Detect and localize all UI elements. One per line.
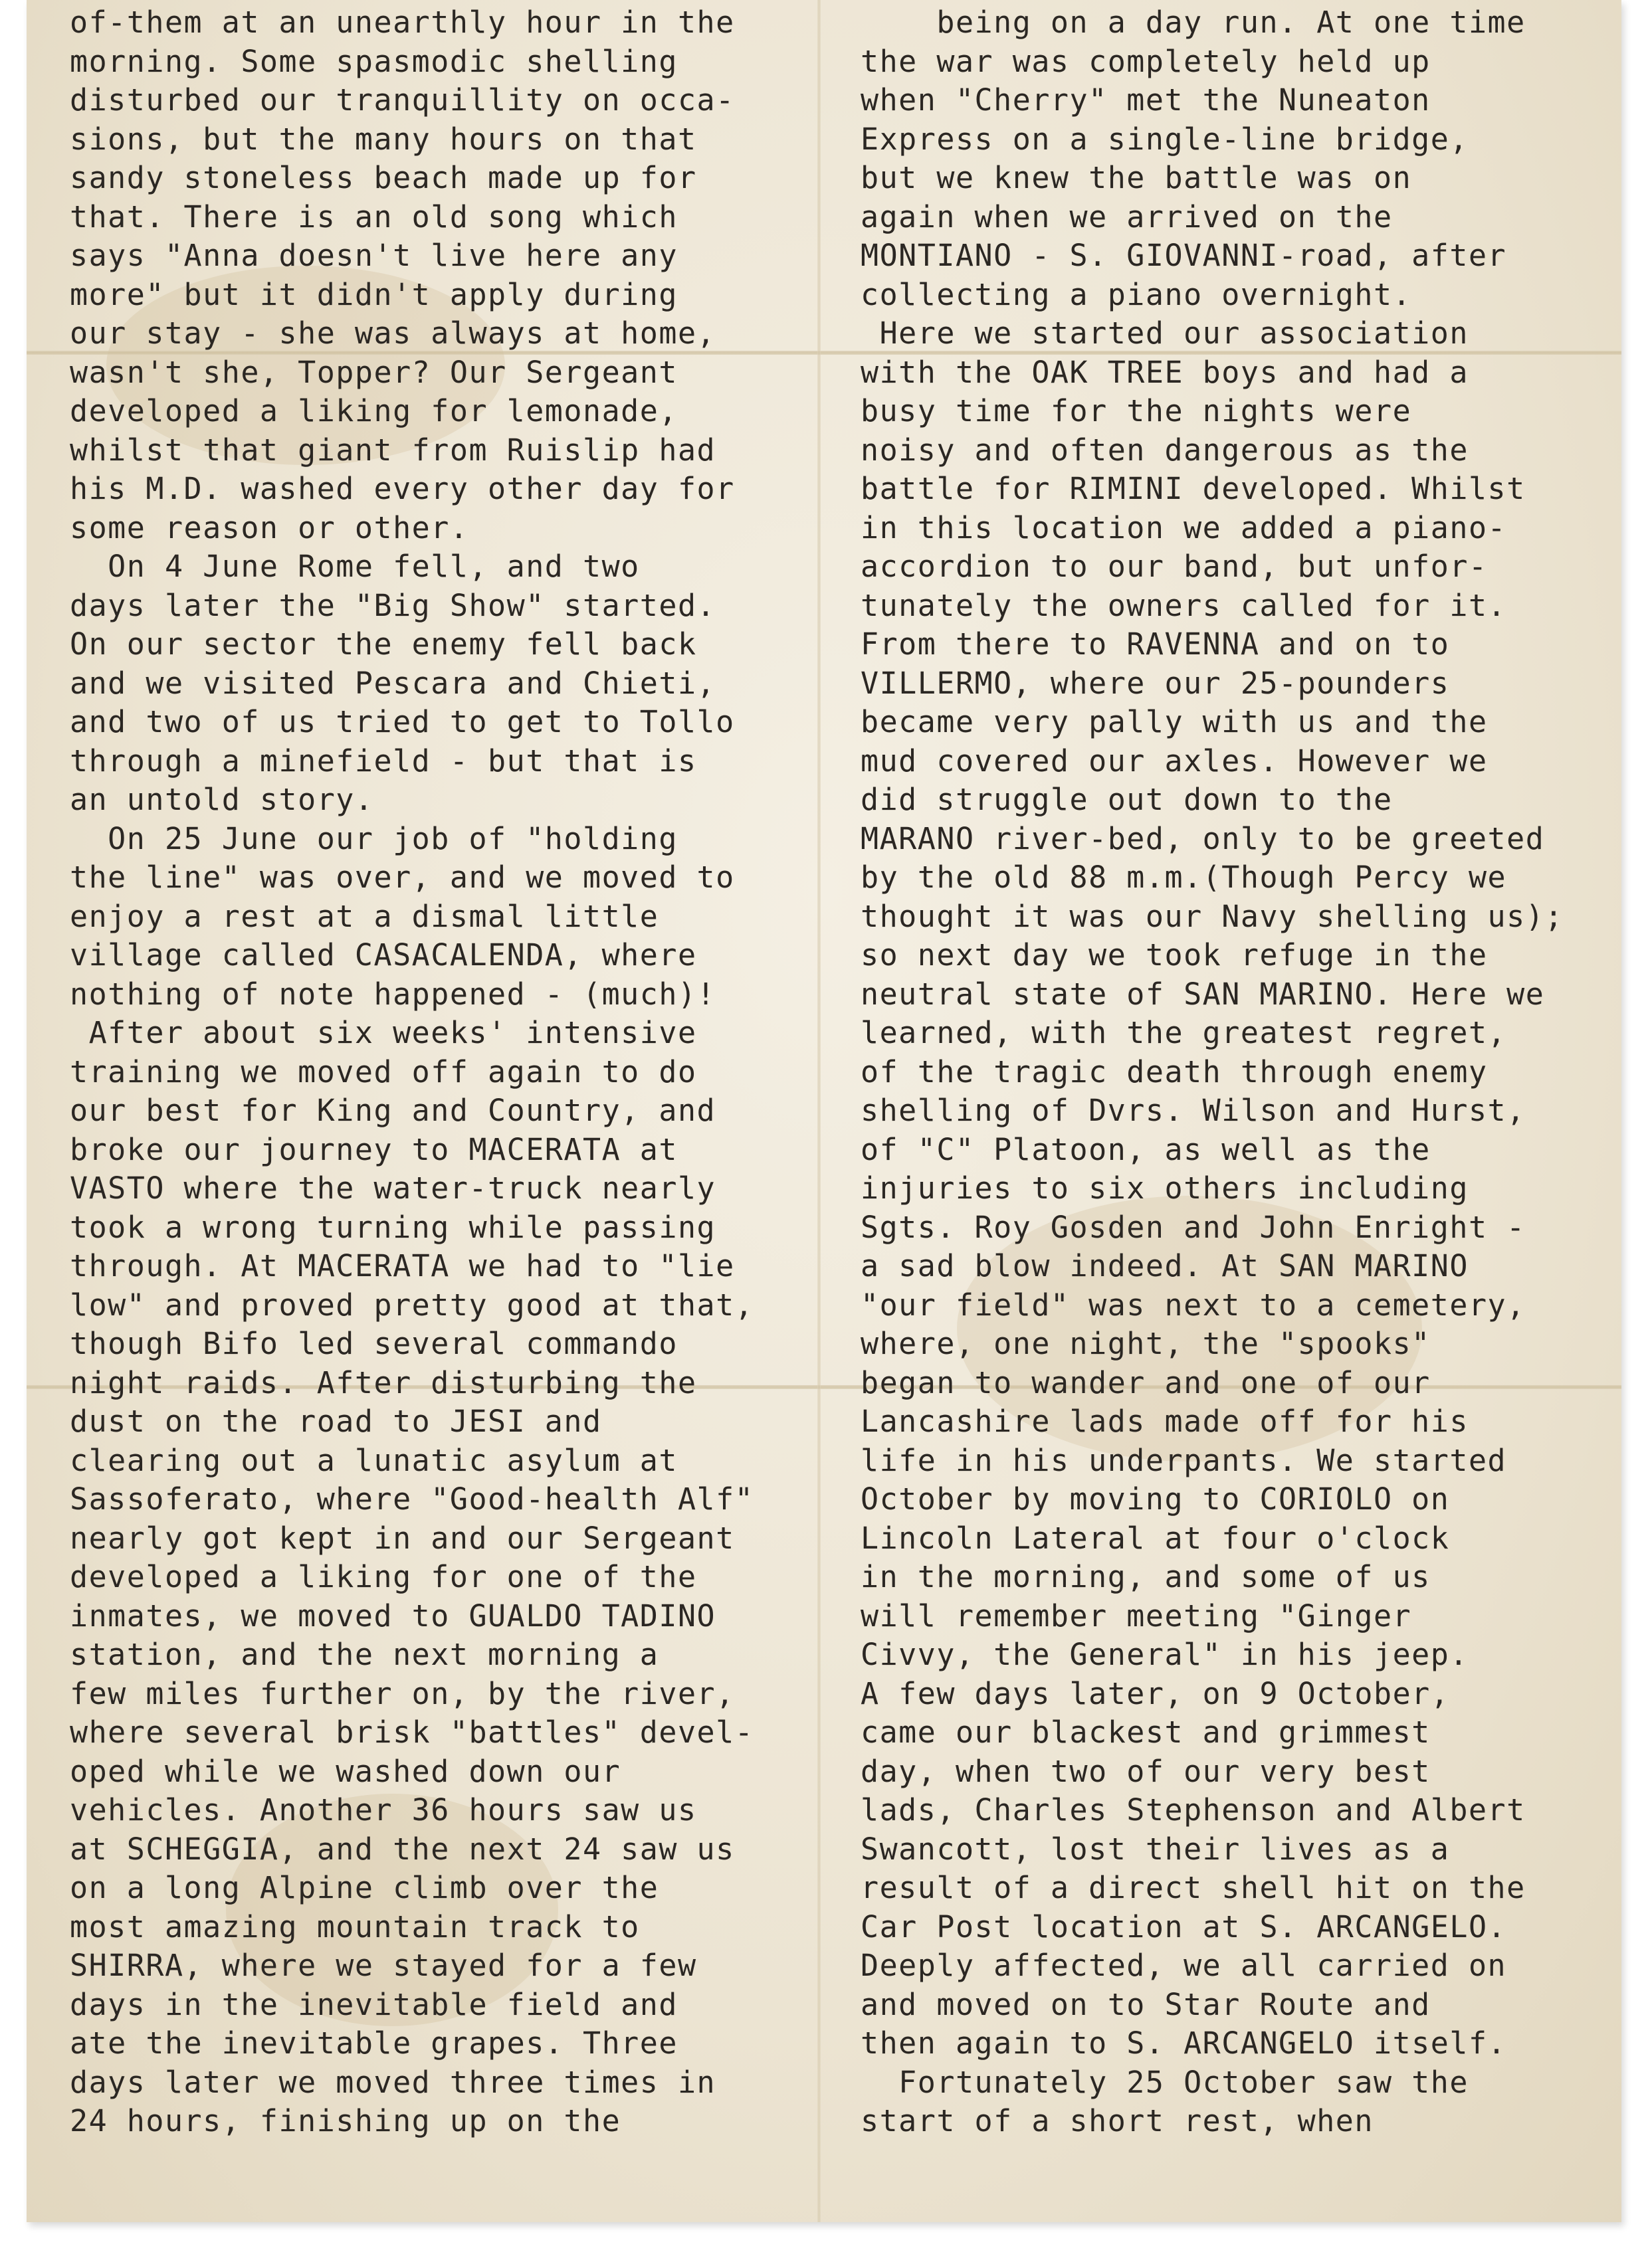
text-line: Here we started our association [861,316,1469,351]
text-line: A few days later, on 9 October, [861,1675,1450,1711]
text-line: result of a direct shell hit on the [861,1870,1526,1905]
text-line: where, one night, the "spooks" [861,1326,1431,1361]
text-line: 24 hours, finishing up on the [70,2103,621,2138]
text-line: October by moving to CORIOLO on [861,1481,1450,1517]
text-line: Lincoln Lateral at four o'clock [861,1520,1450,1556]
text-line: dust on the road to JESI and [70,1404,602,1439]
text-line: disturbed our tranquillity on occa- [70,82,735,118]
text-line: clearing out a lunatic asylum at [70,1442,678,1478]
text-line: MARANO river-bed, only to be greeted [861,820,1545,856]
text-line: at SCHEGGIA, and the next 24 saw us [70,1831,735,1867]
text-line: shelling of Dvrs. Wilson and Hurst, [861,1093,1526,1128]
text-line: became very pally with us and the [861,704,1488,739]
text-line: but we knew the battle was on [861,160,1412,195]
text-line: Car Post location at S. ARCANGELO. [861,1909,1507,1944]
text-line: station, and the next morning a [70,1637,659,1672]
text-line: in the morning, and some of us [861,1559,1431,1594]
text-line: that. There is an old song which [70,199,678,235]
text-line: "our field" was next to a cemetery, [861,1287,1526,1323]
text-line: again when we arrived on the [861,199,1393,235]
document-page [27,0,1621,2222]
text-line: ate the inevitable grapes. Three [70,2026,678,2061]
text-line: morning. Some spasmodic shelling [70,43,678,79]
text-line: our best for King and Country, and [70,1093,716,1128]
text-line: injuries to six others including [861,1171,1469,1206]
text-line: oped while we washed down our [70,1753,621,1789]
text-line: then again to S. ARCANGELO itself. [861,2026,1507,2061]
text-line: being on a day run. At one time [861,5,1526,40]
text-line: Civvy, the General" in his jeep. [861,1637,1469,1672]
text-line: his M.D. washed every other day for [70,471,735,506]
text-line: of "C" Platoon, as well as the [861,1131,1431,1167]
text-line: days in the inevitable field and [70,1986,678,2022]
text-line: Swancott, lost their lives as a [861,1831,1450,1867]
text-line: most amazing mountain track to [70,1909,640,1944]
text-line: did struggle out down to the [861,782,1393,817]
text-line: more" but it didn't apply during [70,276,678,312]
text-line: developed a liking for lemonade, [70,393,678,428]
text-line: nothing of note happened - (much)! [70,976,716,1012]
text-line: enjoy a rest at a dismal little [70,898,659,934]
text-line: On our sector the enemy fell back [70,626,697,662]
text-line: sandy stoneless beach made up for [70,160,697,195]
text-line: vehicles. Another 36 hours saw us [70,1792,697,1828]
text-line: few miles further on, by the river, [70,1675,735,1711]
text-line: took a wrong turning while passing [70,1209,716,1245]
text-line: so next day we took refuge in the [861,937,1488,973]
text-line: Deeply affected, we all carried on [861,1948,1507,1983]
text-line: sions, but the many hours on that [70,121,697,157]
left-text-column [70,3,754,2141]
text-line: the war was completely held up [861,43,1431,79]
text-line: an untold story. [70,782,374,817]
text-line: and two of us tried to get to Tollo [70,704,735,739]
text-line: day, when two of our very best [861,1753,1431,1789]
text-line: VASTO where the water-truck nearly [70,1171,716,1206]
text-line: began to wander and one of our [861,1365,1431,1400]
text-line: mud covered our axles. However we [861,743,1488,779]
text-line: with the OAK TREE boys and had a [861,354,1469,390]
text-line: our stay - she was always at home, [70,316,716,351]
text-line: broke our journey to MACERATA at [70,1131,678,1167]
text-line: learned, with the greatest regret, [861,1015,1507,1050]
text-line: tunately the owners called for it. [861,587,1507,623]
text-line: low" and proved pretty good at that, [70,1287,754,1323]
text-line: SHIRRA, where we stayed for a few [70,1948,697,1983]
text-line: came our blackest and grimmest [861,1715,1431,1750]
text-line: Fortunately 25 October saw the [861,2064,1469,2100]
text-line: days later we moved three times in [70,2064,716,2100]
text-line: Express on a single-line bridge, [861,121,1469,157]
text-line: the line" was over, and we moved to [70,860,735,895]
text-line: of-them at an unearthly hour in the [70,5,735,40]
text-line: says "Anna doesn't live here any [70,238,678,273]
text-line: collecting a piano overnight. [861,276,1412,312]
text-line: busy time for the nights were [861,393,1412,428]
text-line: wasn't she, Topper? Our Sergeant [70,354,678,390]
text-line: After about six weeks' intensive [70,1015,697,1050]
text-line: and moved on to Star Route and [861,1986,1431,2022]
text-line: neutral state of SAN MARINO. Here we [861,976,1545,1012]
text-line: On 4 June Rome fell, and two [70,549,640,584]
text-line: nearly got kept in and our Sergeant [70,1520,735,1556]
text-line: night raids. After disturbing the [70,1365,697,1400]
text-line: Sassoferato, where "Good-health Alf" [70,1481,754,1517]
text-line: in this location we added a piano- [861,510,1507,545]
text-line: From there to RAVENNA and on to [861,626,1450,662]
text-line: developed a liking for one of the [70,1559,697,1594]
text-line: MONTIANO - S. GIOVANNI-road, after [861,238,1507,273]
text-line: training we moved off again to do [70,1054,697,1089]
text-line: days later the "Big Show" started. [70,587,716,623]
text-line: by the old 88 m.m.(Though Percy we [861,860,1507,895]
text-line: a sad blow indeed. At SAN MARINO [861,1248,1469,1283]
text-line: thought it was our Navy shelling us); [861,898,1564,934]
text-line: On 25 June our job of "holding [70,820,678,856]
text-line: noisy and often dangerous as the [861,432,1469,468]
text-line: life in his underpants. We started [861,1442,1507,1478]
text-line: when "Cherry" met the Nuneaton [861,82,1431,118]
text-line: will remember meeting "Ginger [861,1598,1412,1634]
text-line: village called CASACALENDA, where [70,937,697,973]
text-line: inmates, we moved to GUALDO TADINO [70,1598,716,1634]
text-line: accordion to our band, but unfor- [861,549,1488,584]
text-line: Sgts. Roy Gosden and John Enright - [861,1209,1526,1245]
text-line: lads, Charles Stephenson and Albert [861,1792,1526,1828]
text-line: through. At MACERATA we had to "lie [70,1248,735,1283]
text-line: and we visited Pescara and Chieti, [70,665,716,701]
text-line: of the tragic death through enemy [861,1054,1488,1089]
text-line: some reason or other. [70,510,469,545]
text-line: start of a short rest, when [861,2103,1374,2138]
text-line: where several brisk "battles" devel- [70,1715,754,1750]
page-fold [817,0,821,2222]
text-line: on a long Alpine climb over the [70,1870,659,1905]
text-line: Lancashire lads made off for his [861,1404,1469,1439]
text-line: through a minefield - but that is [70,743,697,779]
text-line: though Bifo led several commando [70,1326,678,1361]
text-line: whilst that giant from Ruislip had [70,432,716,468]
text-line: VILLERMO, where our 25-pounders [861,665,1450,701]
right-text-column [861,3,1564,2141]
text-line: battle for RIMINI developed. Whilst [861,471,1526,506]
